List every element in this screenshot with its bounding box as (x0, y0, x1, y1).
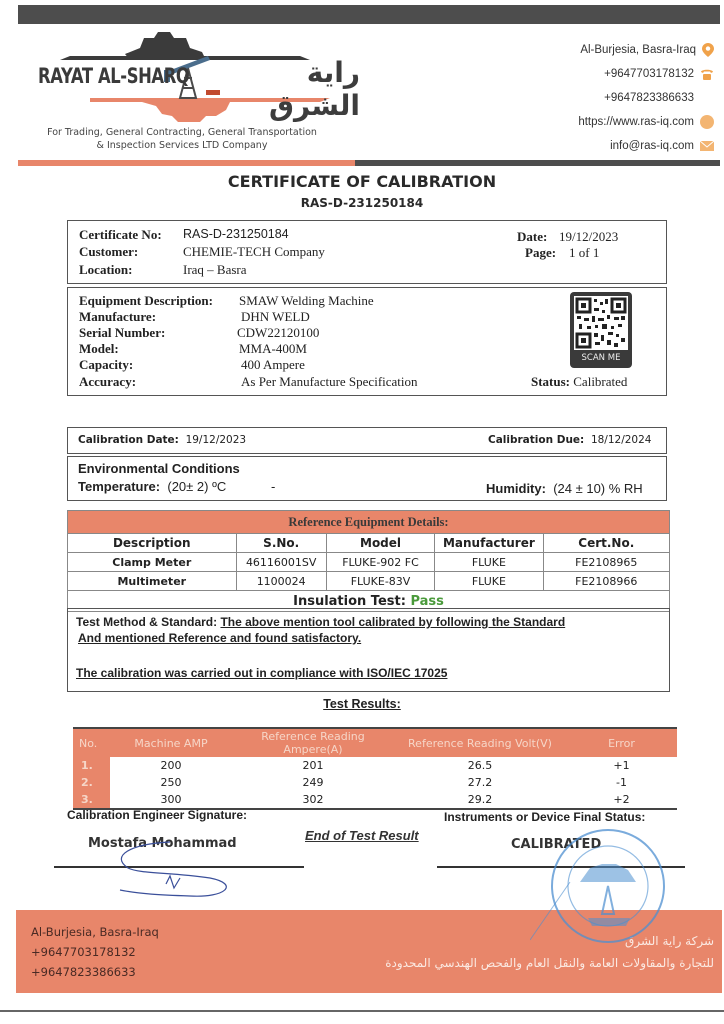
equipment-box (67, 287, 667, 396)
test-method-text-2: And mentioned Reference and found satisfactory. (78, 631, 362, 645)
table-row (73, 774, 677, 791)
calibration-date-label: Calibration Date: (78, 434, 179, 446)
calibration-due-value: 18/12/2024 (590, 434, 652, 446)
contact-phone-2-text[interactable]: +9647823386633 (604, 92, 694, 104)
contact-website[interactable] (474, 110, 714, 134)
res-cell: +1 (613, 759, 630, 772)
test-method-label: Test Method & Standard: (76, 615, 218, 629)
serial-number-label: Serial Number: (79, 325, 166, 340)
ref-cell: 1100024 (236, 572, 326, 591)
compliance-statement: The calibration was carried out in compliance with ISO/IEC 17025 (76, 666, 448, 680)
test-method-box (67, 608, 670, 692)
page-value: 1 of 1 (569, 245, 600, 260)
certificate-no-value: RAS-D-231250184 (183, 227, 289, 241)
res-col-error: Error (566, 728, 677, 757)
reference-table-title: Reference Equipment Details: (68, 511, 670, 534)
res-cell: 3. (73, 791, 110, 809)
environmental-conditions-box (67, 456, 667, 501)
qr-caption: SCAN ME (581, 353, 621, 363)
ref-cell: FE2108966 (543, 572, 669, 591)
brand-name-arabic: راية الشرق (268, 56, 360, 122)
ref-cell: FLUKE (435, 572, 543, 591)
res-cell: -1 (616, 776, 627, 789)
date-value: 19/12/2023 (559, 229, 619, 244)
temperature-value: (20± 2) ºC (167, 479, 227, 494)
engineer-signature-label: Calibration Engineer Signature: (67, 808, 248, 822)
ref-col-manufacturer: Manufacturer (435, 534, 543, 553)
manufacture-value: DHN WELD (241, 309, 310, 324)
humidity-value: (24 ± 10) % RH (553, 481, 643, 496)
calibration-dates-box (67, 427, 667, 454)
ref-cell: FE2108965 (543, 553, 669, 572)
contact-phone-2[interactable] (474, 86, 714, 110)
location-pin-icon (702, 43, 714, 57)
contact-email[interactable] (474, 134, 714, 158)
reference-equipment-table (67, 510, 670, 612)
ref-cell: FLUKE-83V (326, 572, 434, 591)
location-label: Location: (79, 262, 133, 277)
company-tagline (22, 126, 342, 152)
res-cell: 300 (160, 793, 182, 806)
tagline-line-1: For Trading, General Contracting, General Transportation (47, 127, 317, 138)
globe-icon (700, 115, 714, 129)
phone-icon (700, 67, 714, 81)
test-results-table (73, 727, 677, 810)
ref-cell: Multimeter (68, 572, 237, 591)
footer-address: Al-Burjesia, Basra-Iraq (31, 925, 159, 939)
table-row (73, 791, 677, 809)
res-col-ref-ampere: Reference Reading Ampere(A) (232, 728, 394, 757)
temperature-label: Temperature: (78, 479, 161, 494)
res-cell: 250 (160, 776, 182, 789)
contact-phone-1-text[interactable]: +9647703178132 (604, 68, 694, 80)
insulation-test-label: Insulation Test: (293, 593, 406, 609)
footer-phone-2[interactable]: +9647823386633 (31, 965, 136, 979)
model-value: MMA-400M (239, 341, 307, 356)
res-col-machine-amp: Machine AMP (110, 728, 232, 757)
res-cell: 2. (73, 774, 110, 791)
res-cell: 200 (160, 759, 182, 772)
company-logo (30, 26, 360, 126)
res-col-ref-volt: Reference Reading Volt(V) (394, 728, 566, 757)
status-label: Status: (531, 374, 571, 389)
ref-cell: 46116001SV (236, 553, 326, 572)
ref-cell: FLUKE (435, 553, 543, 572)
contact-address-text: Al-Burjesia, Basra-Iraq (580, 44, 696, 56)
document-title: CERTIFICATE OF CALIBRATION (227, 172, 497, 191)
ref-cell: FLUKE-902 FC (326, 553, 434, 572)
header-contact-block (474, 38, 714, 158)
calibration-due-label: Calibration Due: (488, 434, 585, 446)
res-cell: 201 (302, 759, 324, 772)
header-divider-orange (18, 160, 355, 166)
customer-label: Customer: (79, 244, 139, 259)
res-cell: 302 (302, 793, 324, 806)
equipment-description-label: Equipment Description: (79, 293, 213, 308)
test-results-title: Test Results: (323, 697, 401, 711)
brand-name-english: RAYAT AL-SHARQ (38, 64, 190, 88)
header-top-bar (18, 5, 720, 24)
final-status-value: CALIBRATED (511, 837, 602, 852)
engineer-name: Mostafa Mohammad (88, 836, 237, 851)
signature-scribble (100, 838, 240, 904)
model-label: Model: (79, 341, 119, 356)
certificate-no-label: Certificate No: (79, 227, 162, 242)
manufacture-label: Manufacture: (79, 309, 157, 324)
calibration-date-value: 19/12/2023 (185, 434, 247, 446)
insulation-test-value: Pass (410, 593, 444, 609)
location-value: Iraq – Basra (183, 262, 247, 277)
certificate-info-box (67, 220, 667, 284)
serial-number-value: CDW22120100 (237, 325, 320, 340)
footer-arabic-tagline: للتجارة والمقاولات العامة والنقل العام والفحص الهندسي المحدودة (385, 956, 714, 970)
qr-code[interactable] (570, 292, 632, 368)
contact-website-text[interactable]: https://www.ras-iq.com (578, 116, 694, 128)
test-method-text-1: The above mention tool calibrated by following the Standard (220, 615, 566, 629)
header-divider-dark (355, 160, 720, 166)
res-cell: 1. (73, 757, 110, 774)
res-cell: +2 (613, 793, 630, 806)
humidity-label: Humidity: (486, 481, 546, 496)
contact-phone-1[interactable] (474, 62, 714, 86)
footer-phone-1[interactable]: +9647703178132 (31, 945, 136, 959)
date-label: Date: (517, 229, 548, 244)
certificate-id: RAS-D-231250184 (300, 196, 424, 210)
environment-dash: - (271, 479, 276, 494)
res-cell: 26.5 (467, 759, 493, 772)
environment-title: Environmental Conditions (78, 461, 240, 476)
ref-col-serial: S.No. (236, 534, 326, 553)
footer-arabic-company: شركة راية الشرق (625, 934, 714, 948)
company-stamp-icon (530, 822, 670, 952)
table-row (73, 757, 677, 774)
res-cell: 249 (302, 776, 324, 789)
table-row (68, 553, 670, 572)
tagline-line-2: & Inspection Services LTD Company (96, 140, 268, 151)
contact-address (474, 38, 714, 62)
customer-value: CHEMIE-TECH Company (183, 244, 325, 259)
capacity-value: 400 Ampere (241, 357, 305, 372)
accuracy-value: As Per Manufacture Specification (241, 374, 418, 389)
capacity-label: Capacity: (79, 357, 134, 372)
ref-col-model: Model (326, 534, 434, 553)
qr-code-icon (574, 296, 628, 350)
res-cell: 29.2 (467, 793, 493, 806)
ref-col-cert: Cert.No. (543, 534, 669, 553)
res-cell: 27.2 (467, 776, 493, 789)
final-status-label: Instruments or Device Final Status: (444, 810, 646, 824)
status-value: Calibrated (573, 374, 628, 389)
equipment-description-value: SMAW Welding Machine (239, 293, 374, 308)
end-of-test-result: End of Test Result (305, 828, 419, 843)
res-col-no: No. (73, 728, 110, 757)
page-label: Page: (525, 245, 557, 260)
mail-icon (700, 139, 714, 153)
table-row (68, 572, 670, 591)
page-bottom-line (0, 1010, 724, 1012)
ref-col-description: Description (68, 534, 237, 553)
accuracy-label: Accuracy: (79, 374, 137, 389)
ref-cell: Clamp Meter (68, 553, 237, 572)
contact-email-text[interactable]: info@ras-iq.com (610, 140, 694, 152)
